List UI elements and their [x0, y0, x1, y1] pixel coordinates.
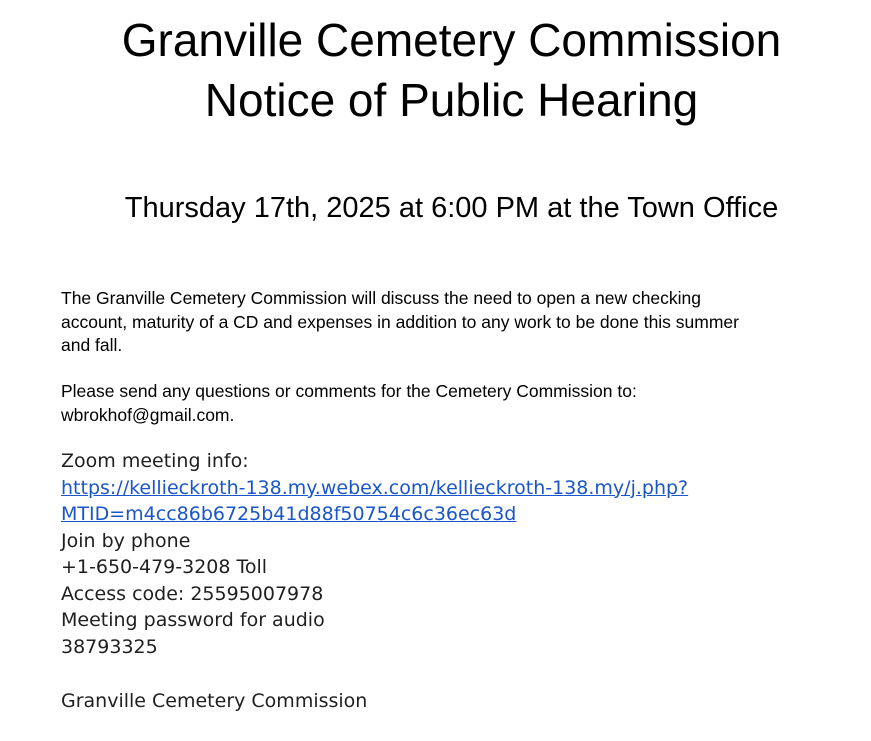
join-by-phone-label: Join by phone	[61, 529, 191, 552]
paragraph-line: The Granville Cemetery Commission will discuss the need to open a new checking	[61, 288, 702, 308]
contact-paragraph	[61, 380, 851, 427]
paragraph-line: account, maturity of a CD and expenses in addition to any work to be done this summer	[61, 311, 739, 332]
zoom-meeting-info	[61, 448, 861, 660]
title-commission-name: Granville Cemetery Commission	[121, 14, 782, 66]
meeting-link[interactable]	[61, 475, 861, 528]
discussion-paragraph	[61, 287, 851, 358]
signature: Granville Cemetery Commission	[61, 690, 368, 712]
title-notice: Notice of Public Hearing	[204, 74, 699, 126]
hearing-date-time: Thursday 17th, 2025 at 6:00 PM at the Town Office	[124, 192, 779, 224]
contact-email: wbrokhof@gmail.com.	[61, 404, 235, 425]
meeting-link-line1: https://kellieckroth-138.my.webex.com/kellieckroth-138.my/j.php?	[61, 476, 689, 499]
zoom-heading: Zoom meeting info:	[61, 450, 249, 472]
access-code: Access code: 25595007978	[61, 582, 324, 605]
password-label: Meeting password for audio	[61, 609, 325, 631]
password-value: 38793325	[61, 635, 158, 658]
paragraph-line: Please send any questions or comments for the Cemetery Commission to:	[61, 381, 637, 401]
meeting-link-line2: MTID=m4cc86b6725b41d88f50754c6c36ec63d	[61, 503, 517, 525]
phone-number: +1-650-479-3208 Toll	[61, 556, 268, 578]
paragraph-line: and fall.	[61, 335, 123, 355]
